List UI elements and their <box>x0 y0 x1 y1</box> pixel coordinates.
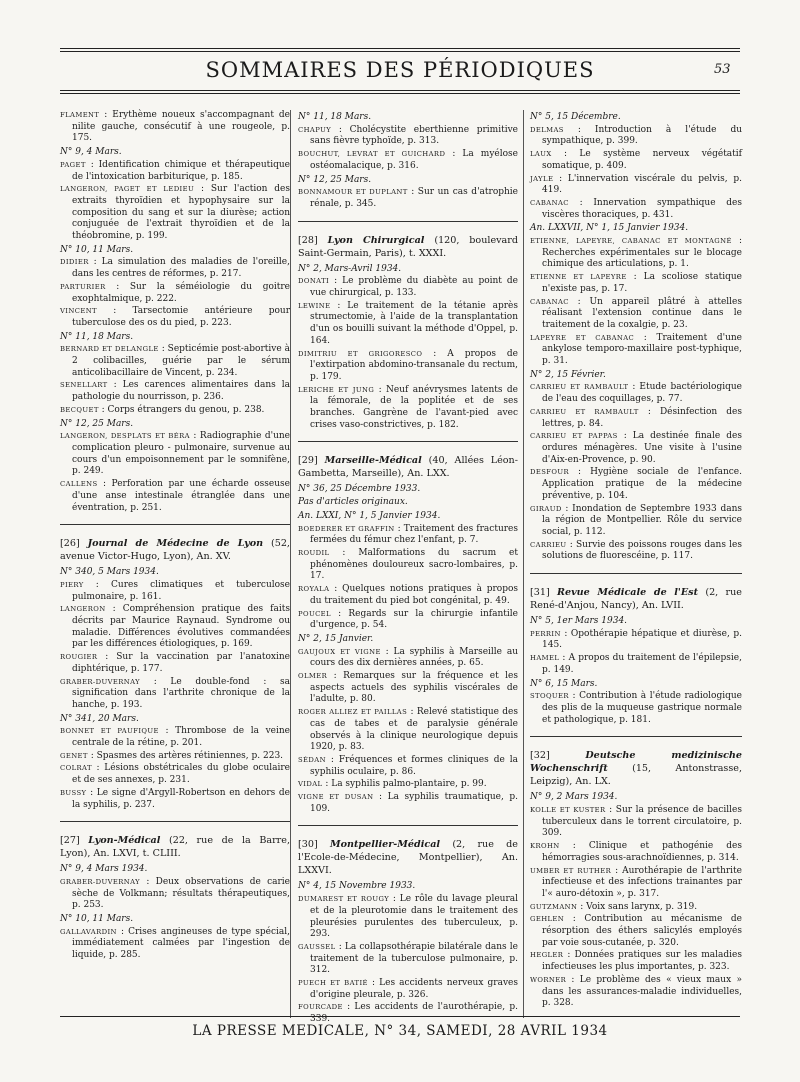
article-author: GALLAVARDIN <box>60 927 117 936</box>
page-footer: LA PRESSE MEDICALE, N° 34, SAMEDI, 28 AVRIL 1934 <box>192 1023 608 1039</box>
article-author: SENELLART <box>60 381 108 390</box>
article-author: GAUSSEL <box>298 942 336 951</box>
article-title: : Données pratiques sur les maladies infectieuses les plus importantes, p. 323. <box>542 950 742 973</box>
article-author: VIGNE ET DUSAN <box>298 793 374 802</box>
periodical-heading <box>60 834 290 860</box>
article-author: PARTURIER <box>60 282 106 291</box>
article-title: : Lésions obstétricales du globe oculaire et de ses annexes, p. 231. <box>72 763 290 786</box>
article-author: LERICHE ET JUNG <box>298 385 375 394</box>
article-title: : Sur l'action des extraits thyroïdien et hypophysaire sur la composition du sang et sur la diurèse; action conjuguée de l'extrait thyroïdien et de la théobromine, p. 199. <box>72 184 290 242</box>
article-author: LAPEYRE ET CABANAC <box>530 333 635 342</box>
article-title: : Perforation par une écharde osseuse d'une anse intestinale étranglée dans une éventration, p. 251. <box>72 479 290 513</box>
section-divider <box>298 441 518 442</box>
article-title: : La myélose ostéomalacique, p. 316. <box>310 149 518 171</box>
section-divider <box>298 825 518 826</box>
article-entry <box>298 349 518 384</box>
article-title: : Relevé statistique des cas de tabes et de paralysie générale observés à la clinique neurologique depuis 1920, p. 83. <box>310 707 518 753</box>
article-entry <box>298 894 518 941</box>
article-entry <box>298 125 518 148</box>
article-author: CARRIEU <box>530 540 567 549</box>
article-entry <box>530 902 742 914</box>
article-author: BUSSY <box>60 788 87 797</box>
article-title: : Le système nerveux végétatif somatique, p. 409. <box>542 149 742 171</box>
periodical-name: Montpellier-Médical <box>329 839 441 851</box>
header-rule-top <box>60 48 740 49</box>
issue-number: An. LXXI, N° 1, 5 Janvier 1934. <box>298 510 441 521</box>
periodical-details: (15, Antonstrasse, Leipzig), An. LX. <box>530 763 742 788</box>
article-author: ROUGIER <box>60 653 98 662</box>
article-entry <box>60 479 290 514</box>
article-entry <box>298 942 518 977</box>
article-entry <box>530 653 742 676</box>
article-author: PERRIN <box>530 629 561 638</box>
periodical-name: Journal de Médecine de Lyon <box>87 538 264 550</box>
article-title: : A propos du traitement de l'épilepsie, p. 149. <box>542 653 742 675</box>
issue-number: N° 12, 25 Mars. <box>298 174 372 185</box>
article-author: DUMAREST ET ROUGY <box>298 895 390 904</box>
article-title: : Fréquences et formes cliniques de la syphilis oculaire, p. 86. <box>310 754 518 777</box>
article-entry <box>60 726 290 749</box>
article-title: : Identification chimique et thérapeutique de l'intoxication barbiturique, p. 185. <box>72 159 290 182</box>
article-author: LAUX <box>530 150 552 159</box>
issue-number: N° 2, 15 Janvier. <box>298 633 374 644</box>
issue-number: An. LXXVII, N° 1, 15 Janvier 1934. <box>530 223 689 234</box>
article-author: LEWINE <box>298 301 331 310</box>
article-title: : Deux observations de carie sèche de Volkmann; résultats thérapeutiques, p. 253. <box>72 876 290 911</box>
article-entry <box>60 344 290 379</box>
article-author: HEGLER <box>530 951 564 960</box>
issue-number: N° 12, 25 Mars. <box>60 418 134 429</box>
article-title: : Sur un cas d'atrophie rénale, p. 345. <box>310 187 519 209</box>
article-entry <box>530 149 742 172</box>
article-title: : Erythème noueux s'accompagnant de nilite gauche, consécutif à une rougeole, p. 175. <box>72 110 290 144</box>
article-author: CHAPUY <box>298 125 332 134</box>
periodical-number: [29] <box>298 455 318 467</box>
article-entry <box>530 198 742 221</box>
issue-number: N° 5, 15 Décembre. <box>530 112 621 122</box>
article-author: DIMITRIU ET GRIGORESCO <box>298 349 423 358</box>
article-entry <box>298 524 518 547</box>
article-entry <box>60 652 290 675</box>
periodical-details: (2, rue de l'Ecole-de-Médecine, Montpellier), An. LXXVI. <box>298 839 518 877</box>
article-title: : Clinique et pathogénie des hémorragies sous-arachnoïdiennes, p. 314. <box>542 841 742 863</box>
article-title: : Contribution au mécanisme de résorption des éthers salicylés employés par voie sous-cutanée, p. 320. <box>542 914 742 948</box>
article-entry <box>60 257 290 280</box>
periodical-details: (22, rue de la Barre, Lyon), An. LXVI, t. CLIII. <box>60 835 290 860</box>
issue-number: N° 11, 18 Mars. <box>298 112 372 122</box>
article-title: : Introduction à l'étude du sympathique, p. 399. <box>542 124 742 147</box>
article-entry <box>298 707 518 754</box>
article-author: GIRAUD <box>530 504 562 513</box>
article-title: : Les accidents de l'aurothérapie, p. 339. <box>310 1002 518 1025</box>
article-title: : Aurothérapie de l'arthrite infectieuse et des infections trainantes par l'« auro-détoxin », p. 317. <box>542 865 742 899</box>
article-author: STOQUER <box>530 692 569 701</box>
article-entry <box>298 584 518 607</box>
article-title: : La syphilis à Marseille au cours des dix dernières années, p. 65. <box>310 646 518 669</box>
article-title: : La syphilis traumatique, p. 109. <box>310 792 518 814</box>
article-author: FLAMENT <box>60 111 100 119</box>
article-author: UMBER ET RUTHER <box>530 866 612 875</box>
article-title: : Corps étrangers du genou, p. 238. <box>98 404 265 415</box>
periodical-details: (52, avenue Victor-Hugo, Lyon), An. XV. <box>60 538 290 563</box>
article-title: : Traitement des fractures fermées du fémur chez l'enfant, p. 7. <box>310 523 519 546</box>
article-entry <box>298 671 518 706</box>
article-author: PAGET <box>60 160 86 169</box>
page-title: SOMMAIRES DES PÉRIODIQUES <box>205 58 595 82</box>
article-author: CABANAC <box>530 297 569 306</box>
article-author: DIDIER <box>60 258 89 267</box>
article-title: : Sur la présence de bacilles tuberculeux dans le torrent circulatoire, p. 309. <box>542 805 742 839</box>
periodical-number: [30] <box>298 839 318 851</box>
article-title: : Cures climatiques et tuberculose pulmonaire, p. 161. <box>72 579 290 602</box>
header-rule-bottom-2 <box>60 93 740 94</box>
periodical-name: Revue Médicale de l'Est <box>557 587 699 599</box>
article-author: CARRIEU ET PAPPAS <box>530 432 618 441</box>
article-entry <box>60 380 290 403</box>
article-author: JAYLE <box>530 174 554 183</box>
article-author: LANGERON <box>60 605 106 614</box>
periodical-details: (2, rue René-d'Anjou, Nancy), An. LVII. <box>530 587 742 612</box>
periodical-heading <box>298 454 518 480</box>
article-entry <box>298 187 518 210</box>
issue-number: N° 9, 4 Mars. <box>60 147 122 158</box>
article-title: : Sur la vaccination par l'anatoxine diphtérique, p. 177. <box>72 652 290 674</box>
article-entry <box>60 405 290 417</box>
article-entry <box>530 431 742 466</box>
article-title: : Thrombose de la veine centrale de la rétine, p. 201. <box>72 726 290 749</box>
issue-number: N° 10, 11 Mars. <box>60 914 134 925</box>
article-entry <box>530 382 742 405</box>
article-title: : Le double-fond : sa signification dans l'arthrite chronique de la hanche, p. 193. <box>72 676 290 710</box>
article-title: : Les carences alimentaires dans la pathologie du nourrisson, p. 236. <box>72 380 290 403</box>
issue-number: N° 6, 15 Mars. <box>530 678 598 689</box>
article-entry <box>530 805 742 840</box>
article-title: : Regards sur la chirurgie infantile d'urgence, p. 54. <box>310 608 518 631</box>
article-title: : Le problème des « vieux maux » dans les assurances-maladie individuelles, p. 328. <box>542 974 742 1009</box>
periodical-number: [31] <box>530 587 550 599</box>
issue-number: N° 9, 4 Mars 1934. <box>60 864 148 875</box>
article-author: GENET <box>60 751 88 760</box>
periodical-name: Lyon Chirurgical <box>327 234 425 246</box>
article-author: SÉDAN <box>298 755 326 764</box>
article-entry <box>530 333 742 368</box>
periodical-number: [27] <box>60 835 80 847</box>
article-author: CALLENS <box>60 480 98 489</box>
article-entry <box>530 174 742 197</box>
article-author: GEHLEN <box>530 915 565 924</box>
article-title: : Les accidents nerveux graves d'origine pleurale, p. 326. <box>310 978 518 1000</box>
article-entry <box>530 272 742 295</box>
article-title: : Septicémie post-abortive à 2 colibacilles, guérie par le sérum anticolibacillaire de Vincent, p. 234. <box>72 344 290 378</box>
header-rule-bottom <box>60 90 740 91</box>
article-author: BONNET ET PAUFIQUE <box>60 727 159 736</box>
article-entry <box>298 609 518 632</box>
article-entry <box>298 978 518 1001</box>
article-title: : Tarsectomie antérieure pour tuberculose des os du pied, p. 223. <box>72 306 290 328</box>
article-title: : Quelques notions pratiques à propos du traitement du pied bot congénital, p. 49. <box>310 584 518 606</box>
article-author: CARRIEU ET RAMBAULT <box>530 383 629 392</box>
article-author: DELMAS <box>530 125 564 134</box>
article-title: : Survie des poissons rouges dans les solutions de fluorescéine, p. 117. <box>542 539 742 562</box>
article-title: : Etude bactériologique de l'eau des coquillages, p. 77. <box>542 382 743 405</box>
periodical-heading <box>298 838 518 877</box>
article-title: : Remarques sur la fréquence et les aspects actuels des syphilis viscérales de l'adulte, p. 80. <box>310 671 518 705</box>
article-entry <box>530 691 742 726</box>
article-title: : Contribution à l'étude radiologique des plis de la muqueuse gastrique normale et pathologique, p. 181. <box>542 691 742 725</box>
page-number: 53 <box>714 62 731 77</box>
article-author: CARRIEU ET RAMBAULT <box>530 407 639 416</box>
article-entry <box>298 792 518 815</box>
article-title: : Spasmes des artères rétiniennes, p. 223. <box>87 750 284 761</box>
article-author: DONATI <box>298 277 330 286</box>
article-author: GAUJOUX ET VIGNE <box>298 647 381 656</box>
section-divider <box>60 524 290 525</box>
article-title: : Innervation sympathique des viscères thoraciques, p. 431. <box>542 197 742 220</box>
issue-number: N° 2, Mars-Avril 1934. <box>298 263 402 274</box>
article-author: BECQUET <box>60 405 99 414</box>
article-title: : L'innervation viscérale du pelvis, p. 419. <box>542 173 742 196</box>
periodical-heading <box>298 234 518 260</box>
article-title: : Le problème du diabète au point de vue chirurgical, p. 133. <box>310 276 518 299</box>
article-title: : La destinée finale des ordures ménagères. Une visite à l'usine d'Aix-en-Provence, p. 90. <box>542 431 742 465</box>
article-author: PUECH ET BATIÉ <box>298 979 368 988</box>
article-title: : Désinfection des lettres, p. 84. <box>542 406 742 429</box>
article-entry <box>530 467 742 502</box>
article-title: : A propos de l'extirpation abdomino-transanale du rectum, p. 179. <box>310 348 519 382</box>
article-entry <box>60 110 290 145</box>
issue-number: N° 5, 1er Mars 1934. <box>530 616 628 627</box>
article-title: : La scoliose statique n'existe pas, p. 17. <box>542 272 743 294</box>
header-rule-top-2 <box>60 51 740 52</box>
periodical-name: Lyon-Médical <box>88 835 161 847</box>
article-entry <box>530 125 742 148</box>
column-divider-2 <box>523 110 524 1018</box>
article-entry <box>298 779 518 791</box>
periodical-details: (120, boulevard Saint-Germain, Paris), t. XXXI. <box>298 234 518 259</box>
article-author: LANGERON, DESPLATS ET BÉRA <box>60 432 190 441</box>
article-author: HAMEL <box>530 654 560 663</box>
article-title: : Voix sans larynx, p. 319. <box>577 901 698 912</box>
article-entry <box>60 677 290 712</box>
article-entry <box>530 629 742 652</box>
article-entry <box>60 763 290 786</box>
article-title: : La simulation des maladies de l'oreille, dans les centres de réformes, p. 217. <box>72 257 290 280</box>
article-entry <box>60 184 290 243</box>
article-author: GUTZMANN <box>530 902 578 911</box>
article-title: : Hygiène sociale de l'enfance. Application pratique de la médecine préventive, p. 104. <box>542 467 742 501</box>
article-author: ROUDIL <box>298 548 330 557</box>
article-author: ETIENNE ET LAPEYRE <box>530 273 627 282</box>
periodical-number: [28] <box>298 234 318 246</box>
article-author: OLMER <box>298 672 328 681</box>
article-entry <box>530 975 742 1010</box>
article-entry <box>298 385 518 432</box>
article-title: : Le rôle du lavage pleural et de la pleurotomie dans le traitement des pleurésies purulentes des tuberculeux, p. 293. <box>310 894 518 940</box>
article-title: : Cholécystite eberthienne primitive sans fièvre typhoïde, p. 313. <box>310 124 518 147</box>
issue-number: N° 340, 5 Mars 1934. <box>60 567 159 578</box>
article-title: : Opothérapie hépatique et diurèse, p. 145. <box>542 628 742 651</box>
article-entry <box>60 927 290 962</box>
article-title: : Neuf anévrysmes latents de la fémorale, de la poplitée et de ses branches. Gangrène de l'avant-pied avec crises vaso-constrictives, p. 182. <box>310 384 519 430</box>
article-title: : La syphilis palmo-plantaire, p. 99. <box>322 779 487 790</box>
article-entry <box>298 149 518 172</box>
article-entry <box>530 297 742 332</box>
article-author: DESFOUR <box>530 468 570 477</box>
issue-number: N° 9, 2 Mars 1934. <box>530 792 618 803</box>
section-divider <box>298 221 518 222</box>
article-author: POUCEL <box>298 609 331 618</box>
article-title: : Sur la séméiologie du goitre exophtalmique, p. 222. <box>72 281 290 304</box>
article-entry <box>298 276 518 299</box>
article-title: : Crises angineuses de type spécial, immédiatement calmées par l'ingestion de liquide, p. 285. <box>72 926 290 961</box>
article-entry <box>60 282 290 305</box>
article-entry <box>530 914 742 949</box>
article-entry <box>530 841 742 864</box>
footer-rule <box>60 1016 740 1017</box>
periodical-heading <box>530 586 742 612</box>
article-author: GRABER-DUVERNAY <box>60 677 141 686</box>
issue-number: N° 11, 18 Mars. <box>60 331 134 342</box>
article-title: : Recherches expérimentales sur le blocage chimique des articulations, p. 1. <box>542 236 742 270</box>
issue-note: Pas d'articles originaux. <box>298 497 408 508</box>
periodical-details: (40, Allées Léon-Gambetta, Marseille), An. LXX. <box>298 455 518 480</box>
article-author: ETIENNE, LAPEYRE, CABANAC ET MONTAGNÉ <box>530 237 732 246</box>
article-entry <box>530 407 742 430</box>
article-author: ROGER ALLIEZ ET PAILLAS <box>298 708 408 717</box>
article-entry <box>60 877 290 912</box>
issue-number: N° 10, 11 Mars. <box>60 244 134 255</box>
article-entry <box>298 301 518 348</box>
section-divider <box>60 821 290 822</box>
article-author: VIDAL <box>298 780 323 789</box>
article-entry <box>298 647 518 670</box>
column-1 <box>60 110 290 963</box>
article-title: : Compréhension pratique des faits décrits par Maurice Raynaud. Syndrome ou maladie. Différences évolutives commandées par les différences étiologiques, p. 169. <box>72 604 290 650</box>
article-author: CABANAC <box>530 198 569 207</box>
article-title: : Un appareil plâtré à attelles réalisant l'extension continue dans le traitement de la coxalgie, p. 23. <box>542 296 742 330</box>
article-entry <box>60 431 290 478</box>
article-author: WORNER <box>530 975 567 984</box>
article-author: KROHN <box>530 842 560 851</box>
column-2 <box>298 110 518 1027</box>
article-title: : Radiographie d'une complication pleuro - pulmonaire, survenue au cours d'un empoisonnement par le somnifène, p. 249. <box>72 431 290 477</box>
article-title: : Malformations du sacrum et phénomènes douloureux sacro-lombaires, p. 17. <box>310 547 518 582</box>
article-entry <box>530 950 742 973</box>
article-title: : Inondation de Septembre 1933 dans la région de Montpellier. Rôle du service social, p. 112. <box>542 503 742 537</box>
article-entry <box>530 866 742 901</box>
article-title: : Le traitement de la tétanie après strumectomie, à l'aide de la transplantation d'un os bouilli suivant la méthode d'Oppel, p. 164. <box>310 300 518 346</box>
issue-number: N° 4, 15 Novembre 1933. <box>298 881 416 892</box>
article-title: : Le signe d'Argyll-Robertson en dehors de la syphilis, p. 237. <box>72 787 290 810</box>
article-title: : La collapsothérapie bilatérale dans le traitement de la tuberculose pulmonaire, p. 312. <box>310 941 518 976</box>
article-author: BOUCHUT, LEVRAT ET GUICHARD <box>298 150 446 159</box>
article-author: PIERY <box>60 580 84 589</box>
article-entry <box>60 580 290 603</box>
article-author: COLRAT <box>60 764 92 773</box>
periodical-number: [26] <box>60 538 80 550</box>
periodical-heading <box>530 749 742 788</box>
article-entry <box>298 548 518 583</box>
article-entry <box>60 604 290 651</box>
periodical-name: Marseille-Médical <box>324 455 422 467</box>
article-entry <box>530 540 742 563</box>
article-title: : Traitement d'une ankylose temporo-maxillaire post-typhique, p. 31. <box>542 332 742 367</box>
article-author: BERNARD ET DELANGLE <box>60 345 159 354</box>
column-divider-1 <box>290 110 291 1018</box>
article-author: BONNAMOUR ET DUPLANT <box>298 188 408 197</box>
article-entry <box>60 788 290 811</box>
article-author: LANGERON, PAGET ET LEDIEU <box>60 185 195 194</box>
article-entry <box>60 751 290 763</box>
article-author: ROYALA <box>298 585 330 594</box>
issue-number: N° 2, 15 Février. <box>530 369 606 380</box>
article-author: BOEDERER ET GRAFFIN <box>298 524 395 533</box>
column-3 <box>530 110 742 1011</box>
article-author: KOLLE ET KUSTER <box>530 806 606 815</box>
article-entry <box>60 306 290 329</box>
section-divider <box>530 573 742 574</box>
periodical-number: [32] <box>530 750 550 762</box>
article-entry <box>530 236 742 271</box>
article-entry <box>530 504 742 539</box>
article-author: GRABER-DUVERNAY <box>60 877 141 886</box>
periodical-name: Deutsche medizinische Wochenschrift <box>530 750 742 775</box>
issue-number: N° 341, 20 Mars. <box>60 713 139 724</box>
periodical-heading <box>60 537 290 563</box>
article-entry <box>298 755 518 778</box>
article-author: VINCENT <box>60 307 97 316</box>
article-entry <box>60 160 290 183</box>
issue-number: N° 36, 25 Décembre 1933. <box>298 484 421 495</box>
section-divider <box>530 736 742 737</box>
article-author: FOURCADE <box>298 1003 343 1012</box>
